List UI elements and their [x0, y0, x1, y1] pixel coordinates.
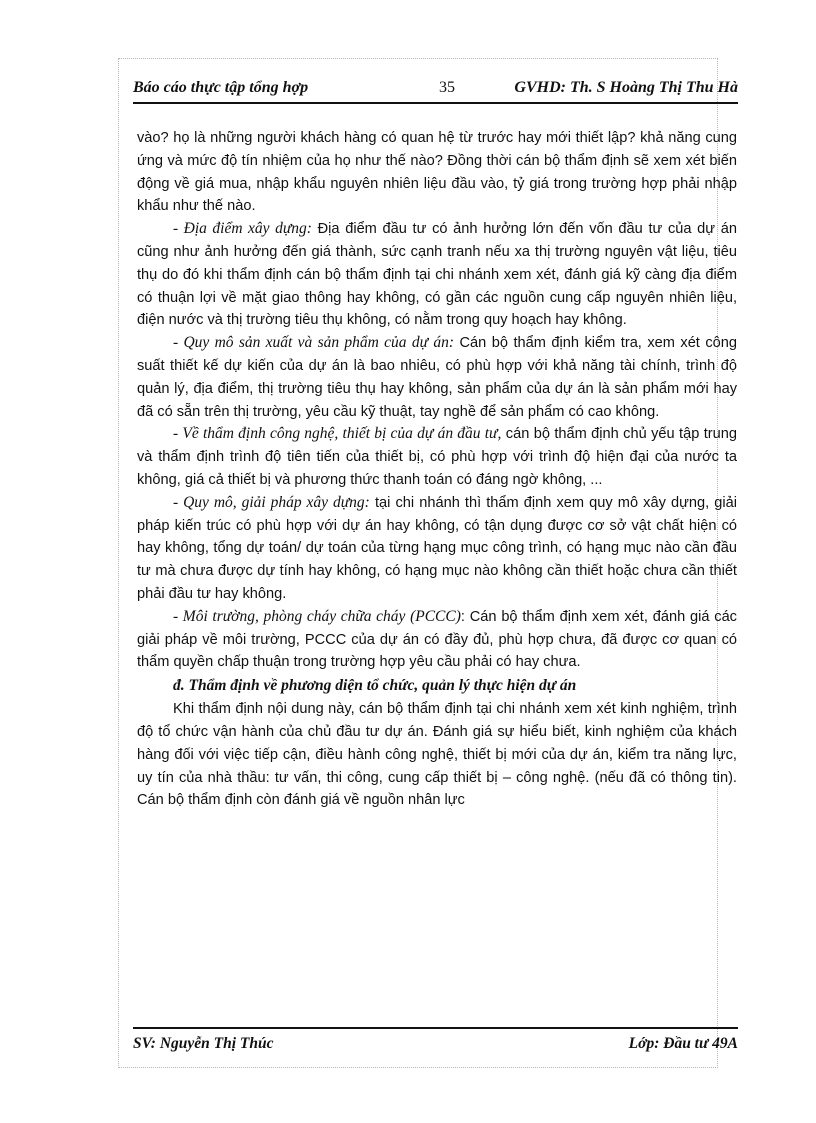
paragraph-lead: - Về thẩm định công nghệ, thiết bị của dự án đầu tư,: [173, 425, 502, 443]
paragraph-production-scale: [137, 332, 737, 423]
paragraph-text: Cán bộ thẩm định kiểm tra, xem xét công suất thiết kế dự kiến của dự án là bao nhiêu, có phù hợp với khả năng tài chính, trình độ quản lý, địa điểm, thị trường tiêu thụ hay không, sản phẩm của dự án là sản phẩm mới hay đã có sẵn trên thị trường, yêu cầu kỹ thuật, tay nghề để sản phẩm có cao không.: [137, 335, 737, 420]
footer-class: Lớp: Đầu tư 49A: [628, 1035, 738, 1052]
page-footer: [133, 1027, 738, 1059]
document-body: [137, 127, 737, 812]
paragraph-environment: [137, 606, 737, 674]
page-number: 35: [439, 79, 455, 96]
paragraph-construction: [137, 492, 737, 606]
page-header: [133, 72, 738, 104]
paragraph-lead: - Quy mô, giải pháp xây dựng:: [173, 493, 370, 511]
paragraph-technology: [137, 423, 737, 491]
section-heading: đ. Thẩm định về phương diện tổ chức, quản lý thực hiện dự án: [173, 677, 577, 695]
paragraph-text: cán bộ thẩm định chủ yếu tập trung và thẩm định trình độ tiên tiến của thiết bị, có phù hợp với trình độ hiện đại của nước ta không, giá cả thiết bị và phương thức thanh toán có đáng ngờ không, ...: [137, 426, 737, 488]
header-report-title: Báo cáo thực tập tổng hợp: [133, 79, 309, 96]
paragraph-text: vào? họ là những người khách hàng có quan hệ từ trước hay mới thiết lập? khả năng cung ứng và mức độ tín nhiệm của họ như thế nào? Đồng thời cán bộ thẩm định sẽ xem xét biến động về giá mua, nhập khẩu nguyên nhiên liệu đầu vào, tỷ giá trong trường hợp phải nhập khẩu như thế nào.: [137, 130, 737, 215]
paragraph-organization: Khi thẩm định nội dung này, cán bộ thẩm định tại chi nhánh xem xét kinh nghiệm, trình độ tổ chức vận hành của chủ đầu tư dự án. Đánh giá sự hiểu biết, kinh nghiệm của khách hàng đối với việc tiếp cận, điều hành công nghệ, thiết bị mới của dự án, kiểm tra năng lực, uy tín của nhà thầu: tư vấn, thi công, cung cấp thiết bị – công nghệ. (nếu đã có thông tin). Cán bộ thẩm định còn đánh giá về nguồn nhân lực: [137, 701, 737, 809]
paragraph-text: : Cán bộ thẩm định xem xét, đánh giá các giải pháp về môi trường, PCCC của dự án có đầy đủ, phù hợp chưa, đã được cơ quan có thẩm quyền chấp thuận trong trường hợp yêu cầu phải có hay chưa.: [137, 608, 737, 671]
paragraph-lead: - Quy mô sản xuất và sản phẩm của dự án:: [173, 334, 455, 352]
paragraph-text: Địa điểm đầu tư có ảnh hưởng lớn đến vốn đầu tư của dự án cũng như ảnh hưởng đến giá thành, sức cạnh tranh nếu xa thị trường nguyên vật liệu, tiêu thụ do đó khi thẩm định cán bộ thẩm định tại chi nhánh xem xét, đánh giá kỹ càng địa điểm có thuận lợi về mặt giao thông hay không, có gần các nguồn cung cấp nguyên nhiên liệu, điện nước và thị trường tiêu thụ không, có nằm trong quy hoạch hay không.: [137, 221, 737, 329]
paragraph-text: tại chi nhánh thì thẩm định xem quy mô xây dựng, giải pháp kiến trúc có phù hợp với dự án hay không, có tận dụng được cơ sở vật chất hiện có hay không, tổng dự toán/ dự toán của từng hạng mục công trình, có hạng mục nào cần đầu tư mà chưa được dự tính hay không, có hạng mục nào không cần thiết hoặc chưa cần thiết phải đầu tư hay không.: [137, 494, 737, 602]
paragraph-lead: - Địa điểm xây dựng:: [173, 220, 312, 238]
paragraph-location: [137, 218, 737, 332]
paragraph-lead: - Môi trường, phòng cháy chữa cháy (PCCC): [173, 607, 461, 625]
paragraph-1: [137, 127, 737, 218]
footer-student-name: SV: Nguyễn Thị Thúc: [133, 1035, 274, 1052]
header-supervisor: GVHD: Th. S Hoàng Thị Thu Hà: [514, 79, 738, 96]
